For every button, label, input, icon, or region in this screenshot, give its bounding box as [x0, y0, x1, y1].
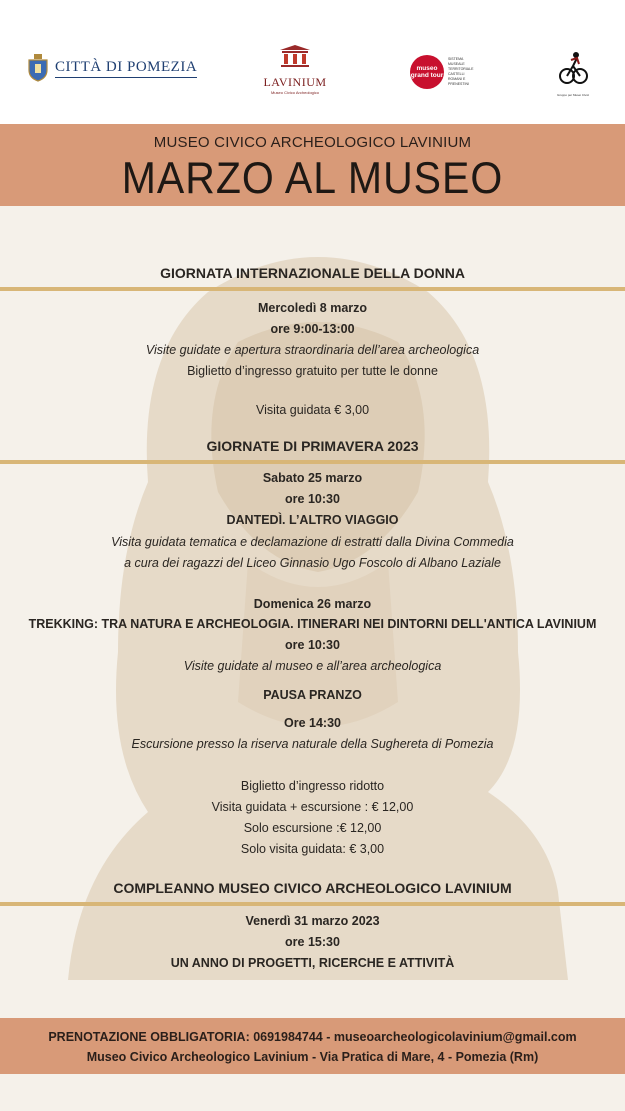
price-info: Solo escursione :€ 12,00 — [243, 821, 382, 835]
lunch-break: PAUSA PRANZO — [263, 688, 362, 702]
grandtour-logo-subtext: SISTEMA MUSEALE TERRITORIALE CASTELLI ROMANI E PRENESTINI — [448, 57, 474, 86]
event-description: Visita guidata tematica e declamazione di estratti dalla Divina Commedia — [111, 535, 514, 549]
event-description: Visite guidate e apertura straordinaria dell’area archeologica — [145, 343, 480, 357]
event-title: TREKKING: TRA NATURA E ARCHEOLOGIA. ITINERARI NEI DINTORNI DELL'ANTICA LAVINIUM — [28, 617, 597, 631]
booking-info: PRENOTAZIONE OBBLIGATORIA: 0691984744 - museoarcheologicolavinium@gmail.com — [48, 1030, 577, 1044]
price-info: Visita guidata + escursione : € 12,00 — [211, 800, 414, 814]
event-title: UN ANNO DI PROGETTI, RICERCHE E ATTIVITÀ — [170, 956, 455, 970]
section-heading-donna: GIORNATA INTERNAZIONALE DELLA DONNA — [160, 265, 465, 281]
gruppo-logo-text: Gruppo per Musei Civici — [556, 93, 589, 97]
event-date: Venerdì 31 marzo 2023 — [245, 914, 380, 928]
section-heading-compleanno: COMPLEANNO MUSEO CIVICO ARCHEOLOGICO LAVINIUM — [113, 880, 512, 896]
ticket-info: Biglietto d’ingresso gratuito per tutte le donne — [187, 364, 438, 378]
pomezia-logo-text: CITTÀ DI POMEZIA — [55, 59, 197, 78]
event-title: DANTEDÌ. L’ALTRO VIAGGIO — [226, 513, 399, 527]
lavinium-logo-text: LAVINIUM — [263, 75, 327, 89]
event-time: ore 10:30 — [285, 492, 340, 506]
section-divider — [0, 287, 625, 291]
event-description: Visite guidate al museo e all’area archeologica — [183, 659, 442, 673]
event-time: ore 15:30 — [285, 935, 340, 949]
event-date: Domenica 26 marzo — [253, 597, 372, 611]
section-divider — [0, 460, 625, 464]
event-time: ore 10:30 — [285, 638, 340, 652]
page-title: MARZO AL MUSEO — [121, 153, 504, 203]
event-time: Ore 14:30 — [284, 716, 341, 730]
museum-name: MUSEO CIVICO ARCHEOLOGICO LAVINIUM — [153, 134, 472, 151]
event-date: Mercoledì 8 marzo — [257, 301, 368, 315]
event-description: Escursione presso la riserva naturale della Sughereta di Pomezia — [131, 737, 494, 751]
lavinium-logo-subtext: Museo Civico Archeologico — [270, 90, 320, 95]
price-info: Biglietto d’ingresso ridotto — [240, 779, 385, 793]
event-time: ore 9:00-13:00 — [270, 322, 355, 336]
section-heading-primavera: GIORNATE DI PRIMAVERA 2023 — [206, 438, 419, 454]
event-date: Sabato 25 marzo — [262, 471, 363, 485]
event-description: a cura dei ragazzi del Liceo Ginnasio Ugo Foscolo di Albano Laziale — [124, 556, 501, 570]
section-divider — [0, 902, 625, 906]
price-info: Solo visita guidata: € 3,00 — [240, 842, 385, 856]
grandtour-logo-circle: museo grand tour — [410, 55, 444, 89]
price-info: Visita guidata € 3,00 — [255, 403, 370, 417]
museum-address: Museo Civico Archeologico Lavinium - Via Pratica di Mare, 4 - Pomezia (Rm) — [86, 1050, 539, 1064]
